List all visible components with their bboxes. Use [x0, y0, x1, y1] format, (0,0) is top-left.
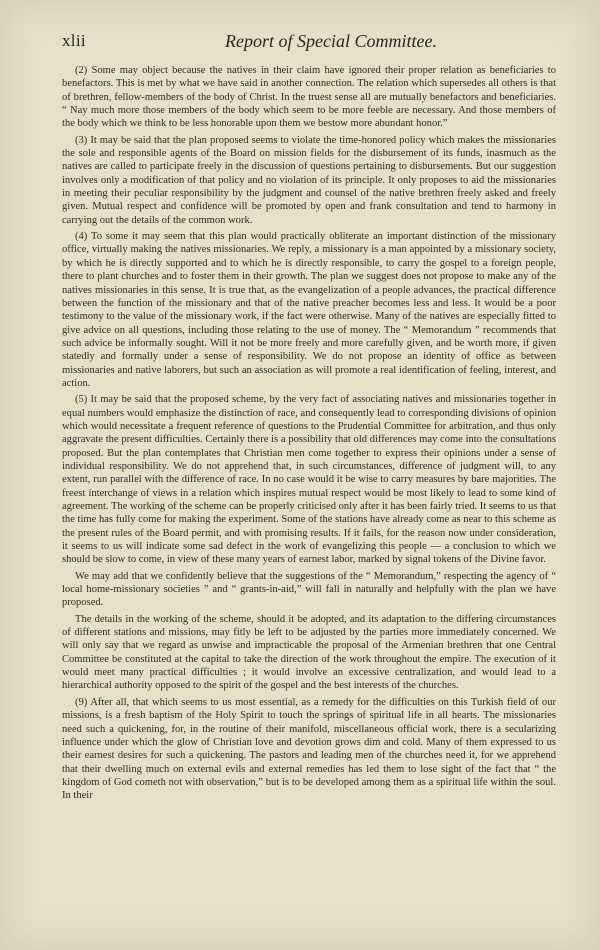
paragraph-memorandum: We may add that we confidently believe that the suggestions of the “ Memorandum,” respecting the agency of “ local home-missionary societies ” and “ grants-in-aid,” will fall in naturally and helpfully with the plan we have proposed. [62, 570, 556, 609]
page-number: xlii [62, 31, 86, 50]
paragraph-objection-3: (3) It may be said that the plan proposed seems to violate the time-honored policy which makes the missionaries the sole and responsible agents of the Board on mission fields for the disbursement of its funds, inasmuch as the natives are called to participate freely in the discussion of questions pertaining to disbursements. But our suggestion involves only a modification of that policy and no violation of its principle. It only proposes to aid the missionaries in meeting their peculiar responsibility by the judgment and counsel of the native brethren freely asked and freely given. Mutual respect and confidence will be promoted by open and frank consultation and tend to harmony in carrying out the details of the common work. [62, 134, 556, 226]
paragraph-objection-4: (4) To some it may seem that this plan would practically obliterate an important distinction of the missionary office, virtually making the natives missionaries. We reply, a missionary is a man appointed by a missionary society, by which he is directly supported and to which he is directly responsible, to carry the gospel to a foreign people, there to plant churches and to foster them in their growth. The plan we suggest does not propose to make any of the natives missionaries in this sense. It is true that, as the evangelization of a people advances, the practical difference between the function of the missionary and that of the native preacher becomes less and less. It would be a poor testimony to the value of the missionary work, if the fact were otherwise. Many of the natives are especially fitted to give advice on all questions, including those relating to the use of money. The “ Memorandum ” recommends that such advice be informally sought. Will it not be more freely and more carefully given, and be worth more, if given statedly and formally under a sense of responsibility. We do not propose an identity of office as between missionaries and native laborers, but such an association as will promote a real identification of feeling, interest, and action. [62, 231, 556, 389]
body-text [62, 64, 556, 803]
page-header [62, 31, 560, 53]
paragraph-remedy-9: (9) After all, that which seems to us most essential, as a remedy for the difficulties on this Turkish field of our missions, is a fresh baptism of the Holy Spirit to touch the springs of spiritual life in all hearts. The missionaries need such a quickening, for, in the routine of their manifold, miscellaneous official work, there is a secularizing influence under which the glow of Christian love and devotion grows dim and cold. Many of them expressed to us their earnest desires for such a quickening. The pastors and leading men of the churches need it, for we apprehend that their dwelling much on external evils and external remedies has led them to lose sight of the fact that “ the kingdom of God cometh not with observation,” but is to be developed among them as a spiritual life within the soul. In their [62, 696, 556, 802]
paragraph-objection-2: (2) Some may object because the natives in their claim have ignored their proper relation as beneficiaries to benefactors. This is met by what we have said in another connection. The relation which supersedes all others is that of brethren, fellow-members of the body of Christ. In the truest sense all are mutually benefactors and beneficiaries. “ Nay much more those members of the body which seem to be more feeble are necessary. And those members of the body which we think to be less honorable upon them we bestow more abundant honor.” [62, 65, 556, 130]
paragraph-details: The details in the working of the scheme, should it be adopted, and its adaptation to the differing circumstances of different stations and missions, may fitly be left to be adjusted by the parties more immediately concerned. We will only say that we regard as unwise and impracticable the proposal of the Armenian brethren that one Central Committee be constituted at the capital to take the direction of the work throughout the empire. The execution of it would meet many practical difficulties ; it would involve an excessive centralization, and would lead to a hierarchical authority opposed to the spirit of the gospel and the best interests of the churches. [62, 613, 556, 692]
running-head: Report of Special Committee. [225, 31, 437, 51]
paragraph-objection-5: (5) It may be said that the proposed scheme, by the very fact of associating natives and missionaries together in equal numbers would emphasize the distinction of race, and consequently lead to corresponding divisions of opinion which would necessitate a frequent reference of questions to the Prudential Committee for arbitration, and thus only aggravate the present difficulties. Certainly there is a possibility that old differences may come into the consultations proposed. But the plan contemplates that Christian men come together to express their opinions under a sense of individual responsibility. We do not apprehend that, in such circumstances, difference of judgment will, to any extent, run parallel with the difference of race. In no case would it be wise to carry measures by bare majorities. The freest interchange of views in a relation which inspires mutual respect would be most likely to lead to some kind of agreement. The working of the scheme can be properly criticised only after it has been fairly tried. It seems to us that the time has fully come for making the experiment. Some of the stations have already come as near to this scheme as the present rules of the Board permit, and with promising results. If it fails, for the reason now under consideration, it seems to us will indicate some sad defect in the work of evangelizing this people — a conclusion to which we should be slow to come, in view of these many years of earnest labor, marked by signal tokens of the Divine favor. [62, 394, 556, 566]
